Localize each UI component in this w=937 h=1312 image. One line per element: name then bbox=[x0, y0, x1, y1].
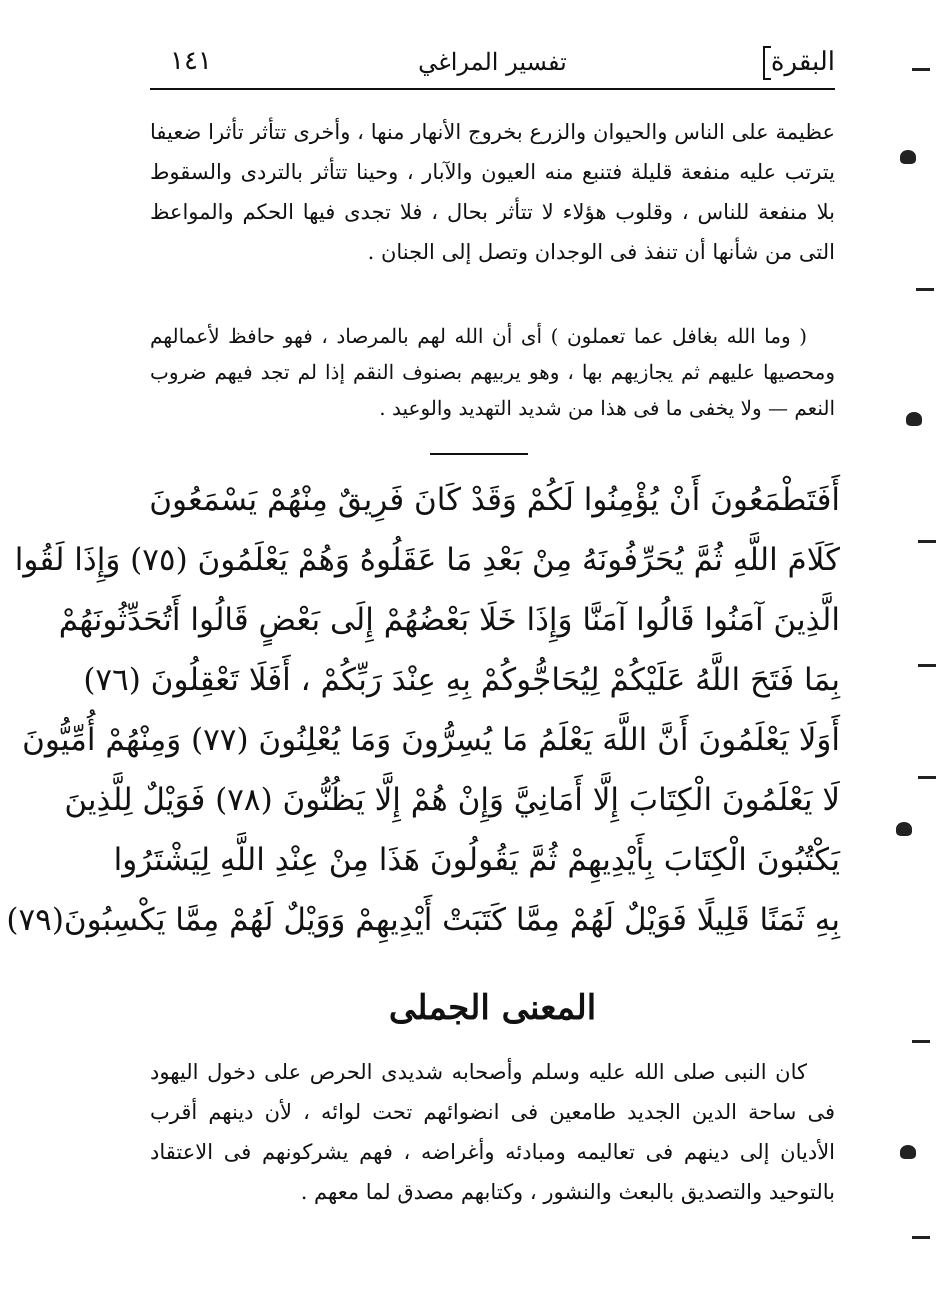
header-bracket bbox=[763, 46, 771, 80]
margin-mark bbox=[918, 664, 936, 667]
quran-verses bbox=[6, 470, 840, 950]
verse-line: أَوَلَا يَعْلَمُونَ أَنَّ اللَّهَ يَعْلَمُ مَا يُسِرُّونَ وَمَا يُعْلِنُونَ (٧٧) وَمِنْهُمْ أُمِّيُّونَ bbox=[22, 722, 840, 758]
commentary-paragraph-1: عظيمة على الناس والحيوان والزرع بخروج الأنهار منها ، وأخرى تتأثر تأثرا ضعيفا يترتب عليه منفعة قليلة فتنبع منه العيون والآبار ، وحينا تتأثر بالتردى والسقوط بلا منفعة للناس ، وقلوب هؤلاء لا تتأثر بحال ، فلا تجدى فيها الحكم والمواعظ التى من شأنها أن تنفذ فى الوجدان وتصل إلى الجنان . bbox=[150, 120, 835, 264]
margin-mark bbox=[912, 68, 930, 71]
commentary-top bbox=[150, 112, 835, 272]
margin-mark bbox=[906, 412, 922, 426]
verse-line: كَلَامَ اللَّهِ ثُمَّ يُحَرِّفُونَهُ مِنْ بَعْدِ مَا عَقَلُوهُ وَهُمْ يَعْلَمُونَ (٧٥) وَإِذَا لَقُوا bbox=[14, 542, 840, 578]
commentary-paragraph-2: ( وما الله بغافل عما تعملون ) أى أن الله لهم بالمرصاد ، فهو حافظ لأعمالهم ومحصيها عليهم ثم يجازيهم بها ، وهو يربيهم بصنوف النقم إذا لم تجد فيهم ضروب النعم — ولا يخفى ما فى هذا من شديد التهديد والوعيد . bbox=[150, 324, 835, 420]
margin-mark bbox=[918, 540, 936, 543]
header-rule bbox=[150, 88, 835, 90]
margin-mark bbox=[896, 822, 912, 836]
commentary-second bbox=[150, 318, 835, 426]
book-title: تفسير المراغي bbox=[418, 48, 567, 76]
verse-line: بِمَا فَتَحَ اللَّهُ عَلَيْكُمْ لِيُحَاجُّوكُمْ بِهِ عِنْدَ رَبِّكُمْ ، أَفَلَا تَعْقِلُونَ (٧٦) bbox=[83, 662, 840, 698]
page-header bbox=[150, 38, 835, 90]
margin-mark bbox=[900, 150, 916, 164]
verse-line: لَا يَعْلَمُونَ الْكِتَابَ إِلَّا أَمَانِيَّ وَإِنْ هُمْ إِلَّا يَظُنُّونَ (٧٨) فَوَيْلٌ لِلَّذِينَ bbox=[64, 782, 840, 818]
section-separator bbox=[430, 453, 528, 455]
verse-line: الَّذِينَ آمَنُوا قَالُوا آمَنَّا وَإِذَا خَلَا بَعْضُهُمْ إِلَى بَعْضٍ قَالُوا أَتُحَدِّثُونَهُمْ bbox=[58, 602, 840, 638]
section-body bbox=[150, 1052, 835, 1212]
margin-mark bbox=[900, 1145, 916, 1159]
section-paragraph: كان النبى صلى الله عليه وسلم وأصحابه شديدى الحرص على دخول اليهود فى ساحة الدين الجديد طامعين فى انضوائهم تحت لوائه ، لأن دينهم أقرب الأديان إلى دينهم فى تعاليمه ومبادئه وأغراضه ، فهم يشركونهم فى الاعتقاد بالتوحيد والتصديق بالبعث والنشور ، وكتابهم مصدق لما معهم . bbox=[150, 1060, 835, 1204]
margin-mark bbox=[912, 1040, 930, 1043]
section-heading: المعنى الجملى bbox=[388, 988, 597, 1028]
surah-name-wrapper bbox=[755, 46, 835, 80]
page-number: ١٤١ bbox=[170, 46, 212, 76]
verse-line: يَكْتُبُونَ الْكِتَابَ بِأَيْدِيهِمْ ثُمَّ يَقُولُونَ هَذَا مِنْ عِنْدِ اللَّهِ لِيَشْتَرُوا bbox=[113, 842, 840, 878]
margin-mark bbox=[918, 776, 936, 779]
margin-mark bbox=[912, 1236, 930, 1239]
verse-line: أَفَتَطْمَعُونَ أَنْ يُؤْمِنُوا لَكُمْ وَقَدْ كَانَ فَرِيقٌ مِنْهُمْ يَسْمَعُونَ bbox=[149, 482, 840, 518]
surah-name: البقرة bbox=[770, 47, 835, 77]
verse-line: بِهِ ثَمَنًا قَلِيلًا فَوَيْلٌ لَهُمْ مِمَّا كَتَبَتْ أَيْدِيهِمْ وَوَيْلٌ لَهُمْ مِمَّا يَكْسِبُونَ(٧٩) bbox=[6, 902, 840, 938]
margin-mark bbox=[916, 288, 934, 291]
